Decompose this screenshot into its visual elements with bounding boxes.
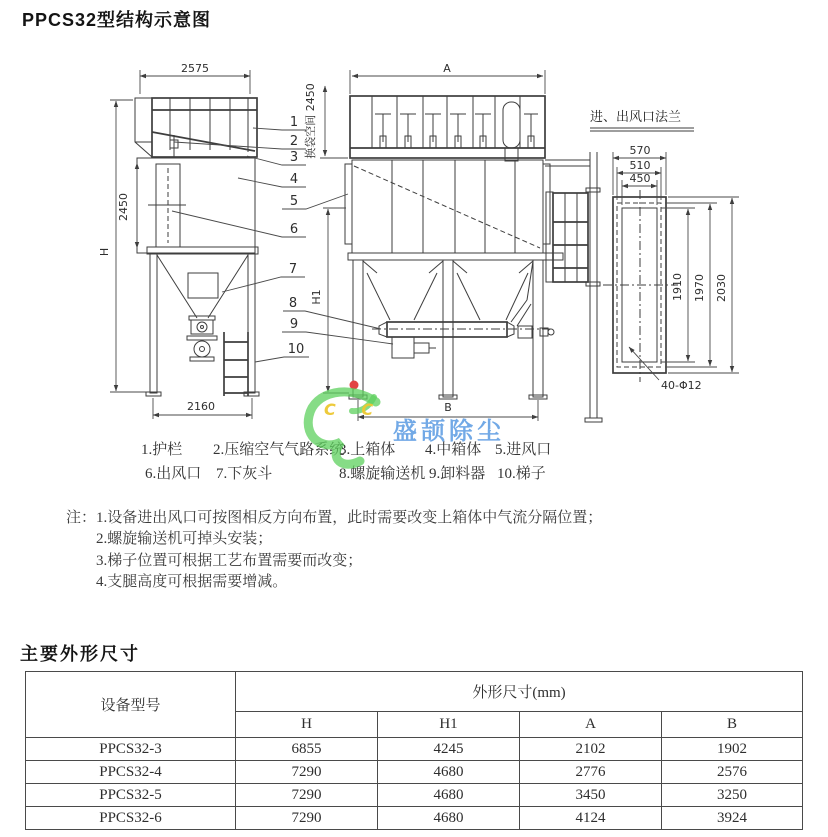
header-H1: H1 <box>378 712 520 738</box>
callout-10: 10 <box>287 342 305 357</box>
cell-A: 2102 <box>520 738 662 761</box>
pulse-valves <box>375 114 538 148</box>
airflow-divider-line <box>354 166 540 248</box>
cell-H: 7290 <box>236 784 378 807</box>
callout-1: 1 <box>289 115 299 130</box>
legend-item-3: 3.上箱体 <box>339 442 396 458</box>
cell-H: 7290 <box>236 807 378 830</box>
header-H: H <box>236 712 378 738</box>
legend-item-5: 5.进风口 <box>495 442 552 458</box>
cell-A: 3450 <box>520 784 662 807</box>
dimensions-table <box>25 671 803 830</box>
table-row <box>26 784 803 807</box>
legend-item-6: 6.出风口 <box>145 466 202 482</box>
legend-item-1: 1.护栏 <box>141 442 183 458</box>
legend-item-8: 8.螺旋输送机 <box>339 466 426 482</box>
callout-9: 9 <box>289 317 299 332</box>
side-view <box>98 62 259 419</box>
callout-7: 7 <box>288 262 298 277</box>
header-A: A <box>520 712 662 738</box>
legend-item-4: 4.中箱体 <box>425 442 482 458</box>
flange-title: 进、出风口法兰 <box>590 109 682 124</box>
cell-model: PPCS32-5 <box>26 784 236 807</box>
cell-model: PPCS32-4 <box>26 761 236 784</box>
dim-H: H <box>98 247 111 257</box>
cell-A: 4124 <box>520 807 662 830</box>
cell-B: 3924 <box>662 807 803 830</box>
note-line-1: 1.设备进出风口可按图相反方向布置，此时需要改变上箱体中气流分隔位置； <box>96 510 603 526</box>
dim-2160: 2160 <box>187 400 215 413</box>
legend-item-9: 9.卸料器 <box>429 466 486 482</box>
cell-model: PPCS32-3 <box>26 738 236 761</box>
cell-H1: 4245 <box>378 738 520 761</box>
cell-H: 6855 <box>236 738 378 761</box>
callout-5: 5 <box>289 194 299 209</box>
watermark-company-name: 盛颉除尘 <box>393 419 505 445</box>
header-model: 设备型号 <box>26 672 236 738</box>
cell-H1: 4680 <box>378 761 520 784</box>
dim-2450: 2450 <box>117 193 130 221</box>
dim-570: 570 <box>629 144 651 157</box>
legend-item-7: 7.下灰斗 <box>216 466 273 482</box>
dim-1910: 1910 <box>671 273 684 301</box>
bolt-holes-label: 40-Φ12 <box>661 379 702 392</box>
table-row <box>26 738 803 761</box>
table-row <box>26 761 803 784</box>
cell-model: PPCS32-6 <box>26 807 236 830</box>
cell-A: 2776 <box>520 761 662 784</box>
header-overall-dims: 外形尺寸(mm) <box>236 672 803 712</box>
dim-450: 450 <box>629 172 651 185</box>
callout-4: 4 <box>289 172 299 187</box>
callout-leaders <box>172 115 393 362</box>
dim-510: 510 <box>629 159 651 172</box>
flange-detail-view <box>590 109 739 392</box>
cell-B: 3250 <box>662 784 803 807</box>
section-title: 主要外形尺寸 <box>20 644 140 664</box>
dim-2030: 2030 <box>715 274 728 302</box>
cell-H1: 4680 <box>378 807 520 830</box>
dim-bag-space: 换袋空间 2450 <box>304 83 317 159</box>
dim-A: A <box>443 62 451 75</box>
front-view <box>303 62 602 422</box>
notes-block <box>66 508 602 594</box>
notes-prefix: 注： <box>66 510 97 526</box>
cell-H1: 4680 <box>378 784 520 807</box>
legend-item-2: 2.压缩空气气路系统 <box>213 442 345 458</box>
header-B: B <box>662 712 803 738</box>
cell-B: 1902 <box>662 738 803 761</box>
note-line-2: 2.螺旋输送机可掉头安装； <box>96 531 273 548</box>
air-tank <box>503 102 520 148</box>
cell-H: 7290 <box>236 761 378 784</box>
dim-B: B <box>444 401 452 414</box>
page-title: PPCS32型结构示意图 <box>22 10 212 30</box>
dim-H1: H1 <box>310 289 323 305</box>
note-line-4: 4.支腿高度可根据需要增减。 <box>96 574 288 591</box>
legend-item-10: 10.梯子 <box>497 466 546 482</box>
inlet-duct <box>545 152 602 422</box>
callout-3: 3 <box>289 150 299 165</box>
callout-6: 6 <box>289 222 299 237</box>
dim-1970: 1970 <box>693 274 706 302</box>
callout-2: 2 <box>289 134 299 149</box>
red-dot-marker <box>350 381 359 390</box>
note-line-3: 3.梯子位置可根据工艺布置需要而改变； <box>96 552 363 569</box>
cell-B: 2576 <box>662 761 803 784</box>
logo-letters: C C <box>324 400 384 419</box>
callout-8: 8 <box>288 296 298 311</box>
dim-2575: 2575 <box>181 62 209 75</box>
table-row <box>26 807 803 830</box>
